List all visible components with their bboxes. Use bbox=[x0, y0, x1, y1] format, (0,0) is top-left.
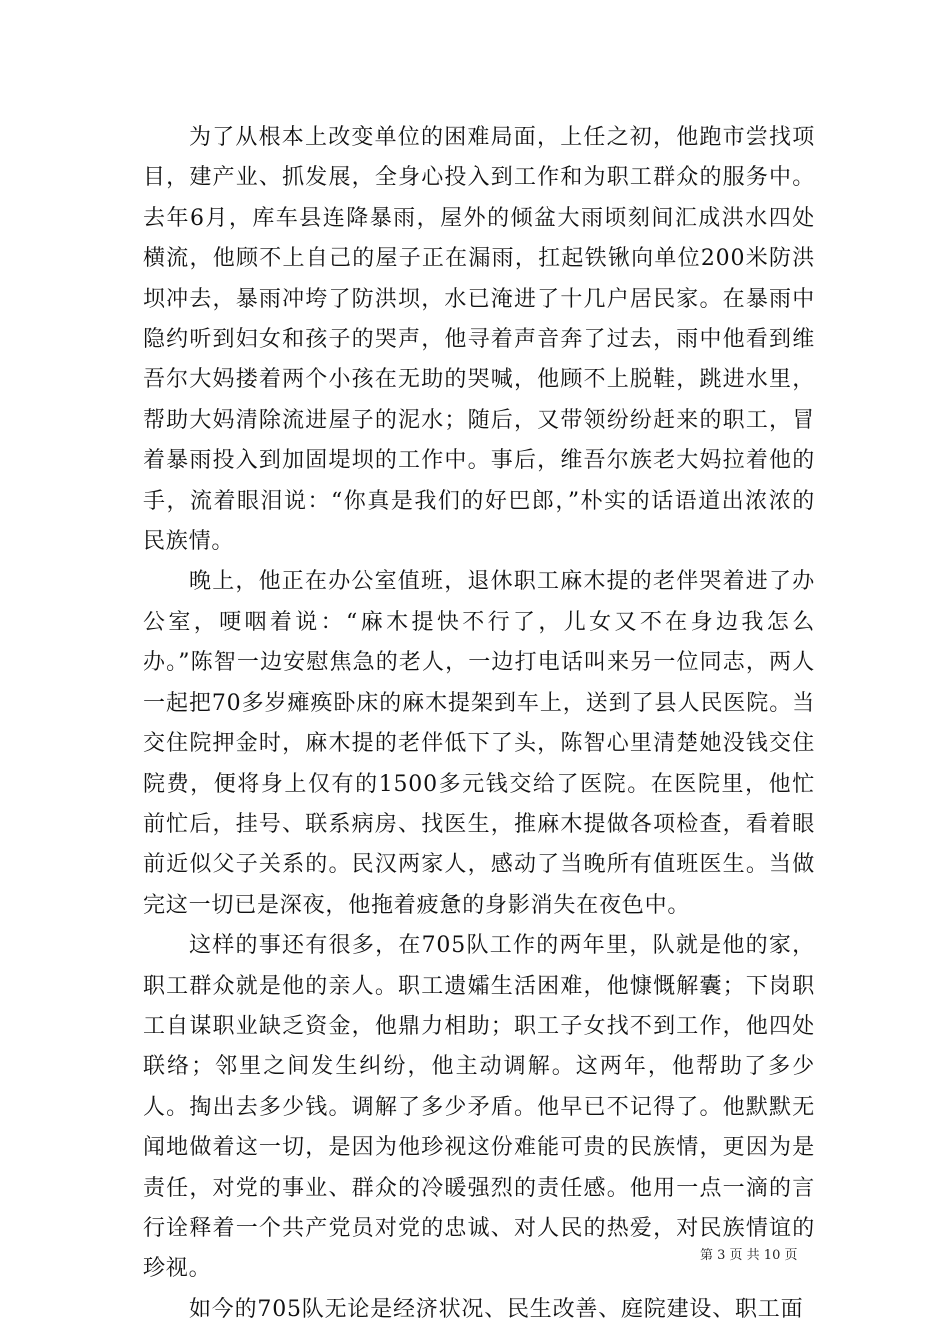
paragraph-4: 如今的705队无论是经济状况、民生改善、庭院建设、职工面 bbox=[189, 1296, 804, 1322]
page-number-footer: 第 3 页 共 10 页 bbox=[700, 1248, 798, 1263]
paragraph-1: 为了从根本上改变单位的困难局面，上任之初，他跑市尝找项目，建产业、抓发展，全身心投入到工作和为职工群众的服务中。去年6月，库车县连降暴雨，屋外的倾盆大雨顷刻间汇成洪水四处横流，他顾不上自己的屋子正在漏雨，扛起铁锹向单位200米防洪坝冲去，暴雨冲垮了防洪坝，水已淹进了十几户居民家。在暴雨中隐约听到妇女和孩子的哭声，他寻着声音奔了过去，雨中他看到维吾尔大妈搂着两个小孩在无助的哭喊，他顾不上脱鞋，跳进水里，帮助大妈清除流进屋子的泥水；随后，又带领纷纷赶来的职工，冒着暴雨投入到加固堤坝的工作中。事后，维吾尔族老大妈拉着他的手，流着眼泪说：“你真是我们的好巴郎，”朴实的话语道出浓浓的民族情。 bbox=[143, 125, 815, 555]
paragraph-3: 这样的事还有很多，在705队工作的两年里，队就是他的家，职工群众就是他的亲人。职工遗孀生活困难，他慷慨解囊；下岗职工自谋职业缺乏资金，他鼎力相助；职工子女找不到工作，他四处联络；邻里之间发生纠纷，他主动调解。这两年，他帮助了多少人。掏出去多少钱。调解了多少矛盾。他早已不记得了。他默默无闻地做着这一切，是因为他珍视这份难能可贵的民族情，更因为是责任，对党的事业、群众的冷暖强烈的责任感。他用一点一滴的言行诠释着一个共产党员对党的忠诚、对人民的热爱，对民族情谊的珍视。 bbox=[143, 933, 815, 1282]
document-body bbox=[143, 118, 815, 1330]
paragraph-2: 晚上，他正在办公室值班，退休职工麻木提的老伴哭着进了办公室，哽咽着说：“麻木提快不行了，儿女又不在身边我怎么办。”陈智一边安慰焦急的老人，一边打电话叫来另一位同志，两人一起把70多岁瘫痪卧床的麻木提架到车上，送到了县人民医院。当交住院押金时，麻木提的老伴低下了头，陈智心里清楚她没钱交住院费，便将身上仅有的1500多元钱交给了医院。在医院里，他忙前忙后，挂号、联系病房、找医生，推麻木提做各项检查，看着眼前近似父子关系的。民汉两家人，感动了当晚所有值班医生。当做完这一切已是深夜，他拖着疲惫的身影消失在夜色中。 bbox=[143, 569, 815, 918]
